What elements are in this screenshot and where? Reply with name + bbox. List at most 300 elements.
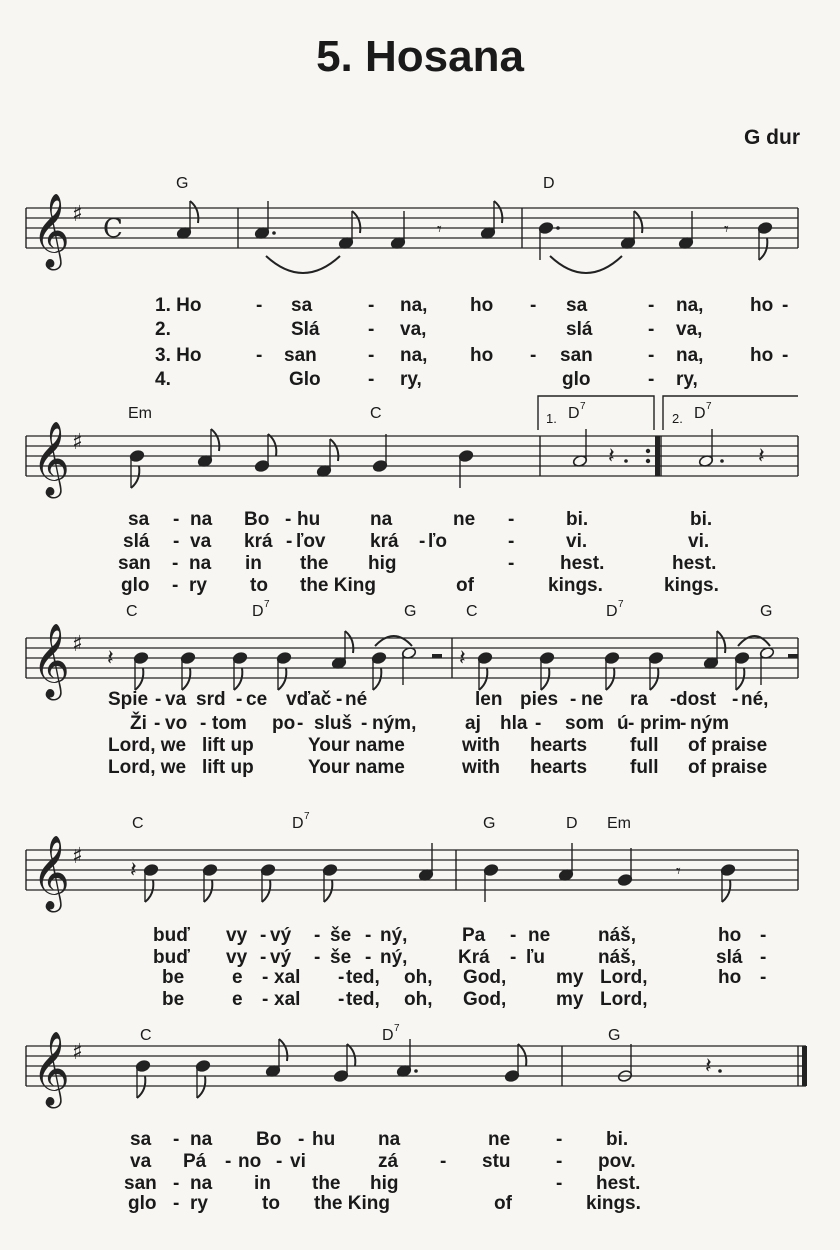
note-flag [650,668,658,690]
quarter-rest: 𝄽 [459,646,466,671]
lyric-syllable: Slá [291,319,320,340]
sharp-key-sign: ♯ [72,202,83,227]
lyric-syllable: na [190,1173,213,1194]
lyric-syllable: Glo [289,369,321,390]
lyric-syllable: náš, [598,925,637,946]
lyric-syllable: hest. [672,553,717,574]
slur [550,256,622,273]
lyric-syllable: of praise [688,757,768,778]
lyric-syllable: full [630,757,659,778]
lyric-syllable: oh, [404,989,433,1010]
lyric-syllable: ne [488,1129,511,1150]
lyric-syllable: vi [290,1151,306,1172]
lyric-syllable: né [345,689,368,710]
lyric-syllable: Pa [462,925,486,946]
lyric-syllable: Lord, we [108,757,187,778]
lyric-hyphen: - [365,925,372,946]
dot [624,459,628,463]
lyric-hyphen: - [368,295,375,316]
lyric-hyphen: - [680,713,687,734]
lyric-syllable: no [238,1151,262,1172]
lyric-syllable: na [378,1129,401,1150]
chord-symbol: Em [607,815,631,832]
lyric-syllable: ný, [380,947,408,968]
lyric-syllable: vý [270,925,292,946]
lyric-syllable: my [556,989,584,1010]
lyric-syllable: aj [465,713,481,734]
lyric-syllable: sa [128,509,150,530]
final-barline [802,1046,807,1086]
lyric-hyphen: - [535,713,542,734]
lyric-hyphen: - [368,319,375,340]
chord-symbol: G [483,815,496,832]
lyric-syllable: sa [291,295,313,316]
lyric-hyphen: - [361,713,368,734]
lyric-syllable: zá [378,1151,399,1172]
lyric-syllable: ne [528,925,551,946]
note-flag [131,466,139,488]
lyric-hyphen: - [155,689,162,710]
chord-symbol: C [132,815,144,832]
lyric-hyphen: - [173,1193,180,1214]
lyric-hyphen: - [530,345,537,366]
lyric-hyphen: - [570,689,577,710]
chord-symbol: D [382,1027,394,1044]
lyric-hyphen: - [368,369,375,390]
lyric-syllable: ry, [676,369,698,390]
dot [556,226,560,230]
eighth-rest: 𝄾 [724,219,729,240]
lyric-hyphen: - [338,989,345,1010]
lyric-syllable: in [245,553,262,574]
lyric-hyphen: - [782,295,789,316]
lyric-syllable: stu [482,1151,511,1172]
eighth-rest: 𝄾 [437,219,442,240]
lyric-syllable: in [254,1173,271,1194]
half-rest [788,654,798,658]
slur [266,256,340,273]
note-flag [268,434,276,456]
lyric-syllable: ted, [346,989,380,1010]
lyric-syllable: né, [741,689,769,710]
dot [718,1069,722,1073]
note-flag [137,1076,145,1098]
note-flag [135,668,143,690]
lyric-syllable: the King [300,575,376,596]
lyric-hyphen: - [760,925,767,946]
lyric-hyphen: - [154,713,161,734]
note-flag [145,880,153,902]
lyric-syllable: God, [463,967,507,988]
lyric-syllable: náš, [598,947,637,968]
treble-clef: 𝄞 [32,194,70,268]
lyric-syllable: hu [297,509,321,530]
chord-symbol: G [608,1027,621,1044]
sharp-key-sign: ♯ [72,1040,83,1065]
note-flag [373,668,381,690]
note-flag [352,211,360,233]
dot [720,459,724,463]
chord-symbol: G [404,603,417,620]
lyric-hyphen: - [338,967,345,988]
lyric-hyphen: - [286,531,293,552]
lyric-syllable: na [190,1129,213,1150]
note-flag [736,668,744,690]
lyric-syllable: ľo [428,531,447,552]
volta-number: 1. [546,411,557,426]
lyric-syllable: ným, [372,713,417,734]
lyric-syllable: ry [190,1193,208,1214]
dot [272,231,276,235]
lyric-syllable: krá [244,531,273,552]
lyric-hyphen: - [508,553,515,574]
lyric-syllable: xal [274,989,301,1010]
sharp-key-sign: ♯ [72,844,83,869]
lyric-syllable: ne [453,509,476,530]
lyric-syllable: hig [368,553,397,574]
volta-bracket-2 [663,396,798,430]
treble-clef: 𝄞 [32,624,70,698]
lyric-syllable: of [494,1193,512,1214]
lyric-hyphen: - [440,1151,447,1172]
treble-clef: 𝄞 [32,422,70,496]
lyric-hyphen: - [648,345,655,366]
sharp-key-sign: ♯ [72,632,83,657]
lyric-hyphen: - [556,1151,563,1172]
lyric-syllable: sa [566,295,588,316]
lyric-syllable: vi. [566,531,588,552]
lyric-syllable: na [370,509,393,530]
lyric-syllable: hest. [596,1173,641,1194]
chord-seventh-sup: 7 [706,401,712,412]
lyric-syllable: va [165,689,187,710]
lyric-hyphen: - [262,967,269,988]
lyric-syllable: san [284,345,317,366]
lyric-syllable: prim [640,713,682,734]
lyric-syllable: buď [153,947,190,968]
chord-symbol: G [760,603,773,620]
lyric-syllable: of praise [688,735,768,756]
lyric-syllable: hearts [530,757,588,778]
chord-seventh-sup: 7 [580,401,586,412]
lyric-syllable: Spie [108,689,149,710]
note-flag [717,631,725,653]
lyric-hyphen: - [760,947,767,968]
lyric-syllable: san [560,345,593,366]
lyric-syllable: na, [676,295,704,316]
lyric-syllable: ľu [526,947,545,968]
note-flag [197,1076,205,1098]
lyric-syllable: srd [196,689,226,710]
lyric-syllable: som [565,713,605,734]
lyric-hyphen: - [648,295,655,316]
lyric-syllable: ný, [380,925,408,946]
chord-seventh-sup: 7 [264,599,270,610]
lyric-syllable: va, [676,319,703,340]
note-flag [182,668,190,690]
note-flag [211,429,219,451]
note-flag [204,880,212,902]
lyric-hyphen: - [260,925,267,946]
lyric-syllable: slá [566,319,593,340]
lyric-syllable: kings. [664,575,719,596]
eighth-rest: 𝄾 [676,861,681,882]
note-flag [606,668,614,690]
lyric-syllable: hla [500,713,528,734]
lyric-syllable: ho [470,345,494,366]
lyric-syllable: sluš [314,713,353,734]
note-flag [347,1044,355,1066]
lyric-syllable: vo [165,713,188,734]
lyric-hyphen: - [648,369,655,390]
lyric-syllable: Pá [183,1151,207,1172]
lyric-syllable: po [272,713,296,734]
lyric-syllable: Your name [308,757,405,778]
quarter-rest: 𝄽 [758,444,765,469]
chord-symbol: D [566,815,578,832]
time-signature: C [103,214,123,244]
lyric-syllable: xal [274,967,301,988]
lyric-syllable: to [250,575,268,596]
lyric-syllable: 1. Ho [155,295,202,316]
lyric-syllable: va, [400,319,427,340]
sharp-key-sign: ♯ [72,430,83,455]
lyric-hyphen: - [336,689,343,710]
quarter-rest: 𝄽 [130,858,137,883]
lyric-syllable: vďač [286,689,332,710]
quarter-rest: 𝄽 [107,646,114,671]
lyric-hyphen: - [314,925,321,946]
lyric-hyphen: - [782,345,789,366]
lyric-syllable: pies [520,689,559,710]
lyric-syllable: na [189,553,212,574]
half-rest [432,654,442,658]
lyric-syllable: ce [246,689,268,710]
lyric-syllable: the [300,553,329,574]
chord-symbol: Em [128,405,152,422]
lyric-syllable: 2. [155,319,171,340]
lyric-syllable: ho [750,295,774,316]
lyric-hyphen: - [365,947,372,968]
lyric-syllable: hearts [530,735,588,756]
lyric-syllable: e [232,989,243,1010]
note-flag [759,238,767,260]
lyric-syllable: e [232,967,243,988]
lyric-syllable: glo [121,575,150,596]
lyric-syllable: ným [690,713,730,734]
lyric-syllable: of [456,575,474,596]
lyric-syllable: ne [581,689,604,710]
lyric-syllable: the King [314,1193,390,1214]
lyric-syllable: ry, [400,369,422,390]
lyric-syllable: bi. [606,1129,629,1150]
note-flag [494,201,502,223]
lyric-syllable: hig [370,1173,399,1194]
chord-symbol: C [466,603,478,620]
lyric-hyphen: - [173,531,180,552]
lyric-syllable: ho [718,925,742,946]
lyric-syllable: with [462,757,500,778]
lyric-hyphen: - [256,295,263,316]
treble-clef: 𝄞 [32,1032,70,1106]
lyric-syllable: lift up [202,735,254,756]
lyric-hyphen: - [172,553,179,574]
lyric-syllable: tom [212,713,247,734]
chord-symbol: D [568,405,580,422]
lyric-syllable: ľov [296,531,326,552]
lyric-hyphen: - [200,713,207,734]
lyric-hyphen: - [530,295,537,316]
lyric-hyphen: - [173,509,180,530]
lyric-hyphen: - [172,575,179,596]
lyric-syllable: dost [676,689,717,710]
chord-seventh-sup: 7 [618,599,624,610]
lyric-syllable: ho [718,967,742,988]
note-flag [330,439,338,461]
lyric-syllable: buď [153,925,190,946]
lyric-syllable: še [330,925,352,946]
lyric-syllable: my [556,967,584,988]
lyric-syllable: ho [470,295,494,316]
lyric-syllable: pov. [598,1151,636,1172]
lyric-syllable: len [475,689,503,710]
chord-symbol: G [176,175,189,192]
chord-symbol: D [694,405,706,422]
lyric-hyphen: - [236,689,243,710]
lyric-syllable: Bo [244,509,270,530]
lyric-syllable: 3. Ho [155,345,202,366]
lyric-hyphen: - [173,1173,180,1194]
lyric-syllable: Lord, [600,967,648,988]
lyric-syllable: Your name [308,735,405,756]
lyric-syllable: be [162,989,185,1010]
lyric-syllable: na, [676,345,704,366]
lyric-syllable: ra [630,689,648,710]
lyric-hyphen: - [508,509,515,530]
note-flag [279,1039,287,1061]
note-flag [722,880,730,902]
lyric-hyphen: - [556,1129,563,1150]
note-flag [324,880,332,902]
lyric-syllable: ho [750,345,774,366]
lyric-syllable: bi. [566,509,589,530]
lyric-syllable: to [262,1193,280,1214]
lyric-hyphen: - [260,947,267,968]
chord-symbol: D [252,603,264,620]
note-flag [262,880,270,902]
lyric-hyphen: - [262,989,269,1010]
lyric-syllable: san [124,1173,157,1194]
lyric-syllable: sa [130,1129,152,1150]
volta-number: 2. [672,411,683,426]
lyric-syllable: 4. [155,369,171,390]
lyric-syllable: kings. [548,575,603,596]
chord-seventh-sup: 7 [304,811,310,822]
lyric-syllable: va [190,531,212,552]
lyric-hyphen: - [510,925,517,946]
lyric-syllable: krá [370,531,399,552]
quarter-rest: 𝄽 [608,444,615,469]
lyric-syllable: ted, [346,967,380,988]
lyric-hyphen: - [670,689,677,710]
lyric-syllable: slá [716,947,743,968]
lyric-syllable: na [190,509,213,530]
lyric-hyphen: - [508,531,515,552]
note-flag [190,201,198,223]
lyric-syllable: Lord, we [108,735,187,756]
lyric-hyphen: - [556,1173,563,1194]
lyric-hyphen: - [225,1151,232,1172]
lyric-hyphen: - [648,319,655,340]
chord-seventh-sup: 7 [394,1023,400,1034]
chord-symbol: D [543,175,555,192]
lyric-hyphen: - [510,947,517,968]
lyric-hyphen: - [173,1129,180,1150]
lyric-hyphen: - [314,947,321,968]
song-title: 5. Hosana [316,32,524,81]
lyric-syllable: with [462,735,500,756]
lyric-hyphen: - [628,713,635,734]
dot [414,1069,418,1073]
chord-symbol: D [292,815,304,832]
lyric-syllable: vy [226,947,248,968]
chord-symbol: C [126,603,138,620]
lyric-hyphen: - [297,713,304,734]
lyric-syllable: Ži [130,713,147,734]
lyric-syllable: va [130,1151,152,1172]
lyric-syllable: vi. [688,531,710,552]
lyric-syllable: slá [123,531,150,552]
lyric-hyphen: - [256,345,263,366]
key-signature-label: G dur [744,126,800,149]
lyric-syllable: God, [463,989,507,1010]
lyric-syllable: be [162,967,185,988]
note-flag [634,211,642,233]
lyric-syllable: Bo [256,1129,282,1150]
lyric-hyphen: - [732,689,739,710]
lyric-syllable: hu [312,1129,336,1150]
lyric-syllable: na, [400,345,428,366]
treble-clef: 𝄞 [32,836,70,910]
lyric-syllable: hest. [560,553,605,574]
lyric-hyphen: - [760,967,767,988]
repeat-barline [655,436,660,476]
chord-symbol: C [370,405,382,422]
repeat-dot [646,449,650,453]
chord-symbol: C [140,1027,152,1044]
lyric-syllable: the [312,1173,341,1194]
lyric-syllable: vy [226,925,248,946]
quarter-rest: 𝄽 [705,1054,712,1079]
lyric-syllable: glo [128,1193,157,1214]
note-flag [541,668,549,690]
lyric-syllable: ry [189,575,207,596]
note-flag [278,668,286,690]
lyric-syllable: lift up [202,757,254,778]
lyric-syllable: glo [562,369,591,390]
lyric-syllable: Krá [458,947,490,968]
lyric-syllable: Lord, [600,989,648,1010]
lyric-hyphen: - [419,531,426,552]
lyric-syllable: oh, [404,967,433,988]
lyric-syllable: full [630,735,659,756]
lyric-syllable: na, [400,295,428,316]
lyric-hyphen: - [368,345,375,366]
lyric-hyphen: - [298,1129,305,1150]
lyric-hyphen: - [285,509,292,530]
note-flag [518,1044,526,1066]
lyric-syllable: še [330,947,352,968]
